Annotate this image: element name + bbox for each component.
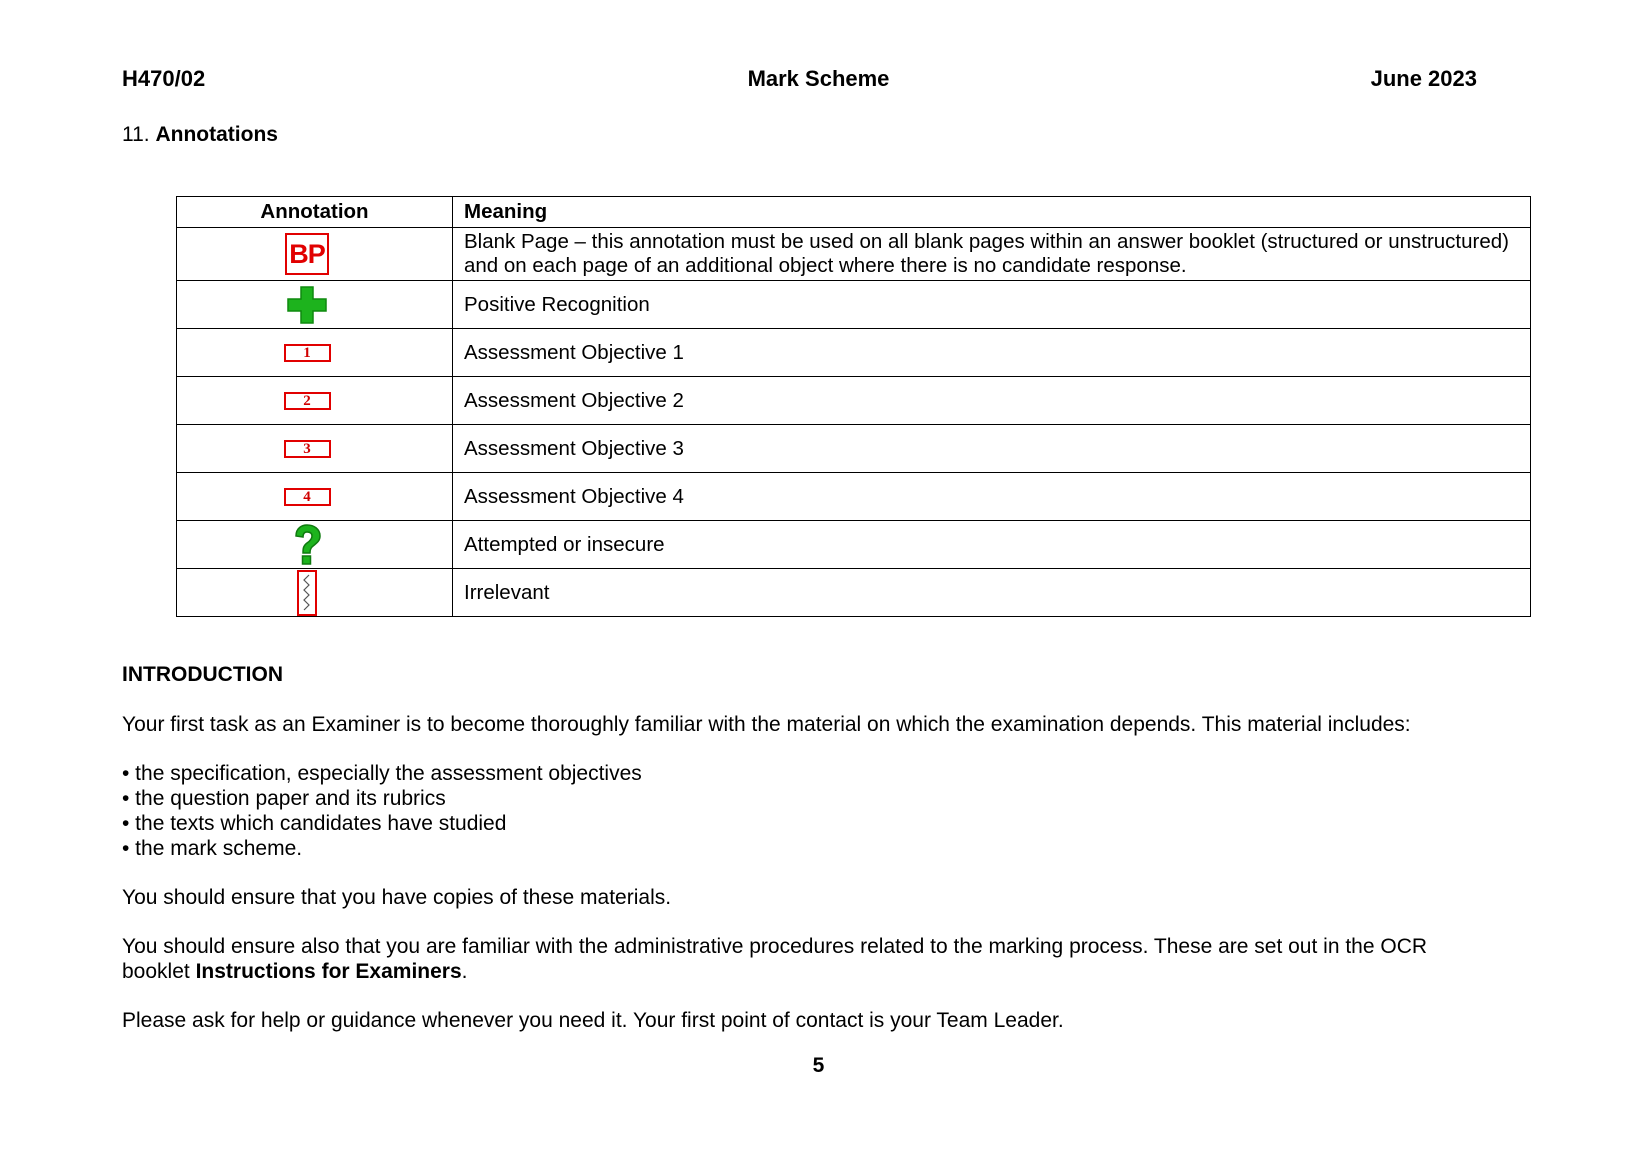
header-title: Mark Scheme xyxy=(747,66,890,91)
meaning-cell: Assessment Objective 3 xyxy=(453,425,1531,473)
list-item: • the specification, especially the assessment objectives xyxy=(122,762,642,785)
annotations-table xyxy=(176,196,1531,617)
materials-list xyxy=(122,761,642,861)
green-plus-icon xyxy=(287,286,327,324)
ao4-box-icon: 4 xyxy=(284,488,331,506)
ao3-box-icon: 3 xyxy=(284,440,331,458)
introduction-heading: INTRODUCTION xyxy=(122,663,283,686)
intro-paragraph-2: You should ensure that you have copies of these materials. xyxy=(122,886,672,909)
table-row xyxy=(177,377,1531,425)
table-row xyxy=(177,425,1531,473)
list-item: • the question paper and its rubrics xyxy=(122,787,446,810)
meaning-cell: Blank Page – this annotation must be used on all blank pages within an answer booklet (structured or unstructured) and on each page of an additional object where there is no candidate response. xyxy=(453,228,1531,281)
header-date: June 2023 xyxy=(1370,66,1477,91)
meaning-cell: Irrelevant xyxy=(453,569,1531,617)
intro-paragraph-1: Your first task as an Examiner is to become thoroughly familiar with the material on which the examination depends. This material includes: xyxy=(122,713,1411,736)
table-row xyxy=(177,473,1531,521)
meaning-cell: Assessment Objective 4 xyxy=(453,473,1531,521)
paragraph-text: You should ensure also that you are familiar with the administrative procedures related to the marking process. These are set out in the OCR booklet xyxy=(122,935,1428,983)
ao2-box-icon: 2 xyxy=(284,392,331,410)
header-annotation: Annotation xyxy=(177,197,453,228)
intro-paragraph-4: Please ask for help or guidance whenever you need it. Your first point of contact is your Team Leader. xyxy=(122,1009,1064,1032)
table-row xyxy=(177,281,1531,329)
wavy-line-box-icon xyxy=(297,570,317,616)
table-header-row xyxy=(177,197,1531,228)
table-row xyxy=(177,521,1531,569)
meaning-cell: Attempted or insecure xyxy=(453,521,1531,569)
section-heading xyxy=(122,122,278,148)
meaning-cell: Assessment Objective 2 xyxy=(453,377,1531,425)
table-row xyxy=(177,329,1531,377)
header-paper-code: H470/02 xyxy=(122,66,206,91)
bp-stamp-icon: BP xyxy=(285,233,329,275)
meaning-cell: Assessment Objective 1 xyxy=(453,329,1531,377)
list-item: • the texts which candidates have studied xyxy=(122,812,507,835)
header-meaning: Meaning xyxy=(453,197,1531,228)
booklet-title: Instructions for Examiners xyxy=(195,960,462,983)
table-row xyxy=(177,228,1531,281)
meaning-cell: Positive Recognition xyxy=(453,281,1531,329)
section-number: 11. xyxy=(122,123,150,146)
intro-paragraph-3 xyxy=(122,934,1482,984)
page-number: 5 xyxy=(812,1054,825,1077)
green-question-icon xyxy=(290,524,324,566)
paragraph-end: . xyxy=(461,960,468,983)
table-row xyxy=(177,569,1531,617)
section-title: Annotations xyxy=(155,123,278,146)
ao1-box-icon: 1 xyxy=(284,344,331,362)
list-item: • the mark scheme. xyxy=(122,837,303,860)
